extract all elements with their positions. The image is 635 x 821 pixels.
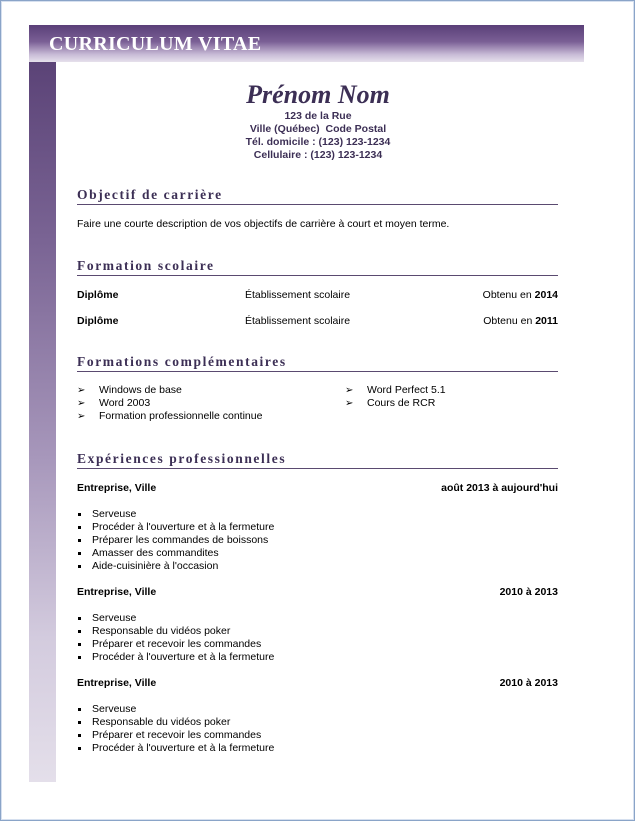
list-item: Procéder à l'ouverture et à la fermeture xyxy=(77,742,274,755)
list-item: ➢ Formation professionnelle continue xyxy=(77,410,263,422)
arrow-bullet-icon: ➢ xyxy=(345,385,354,396)
arrow-bullet-icon: ➢ xyxy=(77,385,86,396)
list-item: ➢ Cours de RCR xyxy=(345,397,436,409)
list-item: Procéder à l'ouverture et à la fermeture xyxy=(77,521,274,534)
job-company: Entreprise, Ville xyxy=(77,677,157,689)
objective-text: Faire une courte description de vos objectifs de carrière à court et moyen terme. xyxy=(77,218,450,230)
section-title-objective: Objectif de carrière xyxy=(77,186,558,205)
list-item: Serveuse xyxy=(77,612,274,625)
job-task-list xyxy=(77,612,274,664)
decorative-side-bar xyxy=(29,62,56,782)
obtained-info: Obtenu en 2011 xyxy=(483,315,558,327)
section-title-education: Formation scolaire xyxy=(77,257,558,276)
list-item: ➢ Word Perfect 5.1 xyxy=(345,384,446,396)
list-item: Préparer et recevoir les commandes xyxy=(77,729,274,742)
obtained-info: Obtenu en 2014 xyxy=(482,289,558,301)
document-title: CURRICULUM VITAE xyxy=(49,33,262,55)
education-row xyxy=(77,315,558,328)
job-header xyxy=(77,677,558,690)
school-name: Établissement scolaire xyxy=(245,315,351,327)
degree-label: Diplôme xyxy=(77,315,119,327)
list-item: ➢ Word 2003 xyxy=(77,397,151,409)
list-item: Amasser des commandites xyxy=(77,547,274,560)
job-task-list xyxy=(77,508,274,573)
section-title-experience: Expériences professionnelles xyxy=(77,450,558,469)
list-item: Serveuse xyxy=(77,703,274,716)
graduation-year: 2014 xyxy=(534,289,558,301)
training-list-right xyxy=(345,384,446,410)
job-period: 2010 à 2013 xyxy=(499,677,558,689)
person-name: Prénom Nom xyxy=(246,80,390,109)
list-item: Procéder à l'ouverture et à la fermeture xyxy=(77,651,274,664)
job-period: 2010 à 2013 xyxy=(499,586,558,598)
degree-label: Diplôme xyxy=(77,289,119,301)
arrow-bullet-icon: ➢ xyxy=(345,398,354,409)
school-name: Établissement scolaire xyxy=(245,289,351,301)
job-header xyxy=(77,586,558,599)
list-item: Responsable du vidéos poker xyxy=(77,625,274,638)
street-address: 123 de la Rue xyxy=(284,110,352,122)
list-item: Aide-cuisinière à l'occasion xyxy=(77,560,274,573)
job-task-list xyxy=(77,703,274,755)
home-phone: Tél. domicile : (123) 123-1234 xyxy=(245,136,391,148)
job-company: Entreprise, Ville xyxy=(77,586,157,598)
arrow-bullet-icon: ➢ xyxy=(77,411,86,422)
list-item: Responsable du vidéos poker xyxy=(77,716,274,729)
list-item: ➢ Windows de base xyxy=(77,384,182,396)
section-title-training: Formations complémentaires xyxy=(77,353,558,372)
contact-block xyxy=(200,80,436,162)
graduation-year: 2011 xyxy=(535,315,558,327)
city-address: Ville (Québec) Code Postal xyxy=(249,123,387,135)
list-item: Préparer et recevoir les commandes xyxy=(77,638,274,651)
arrow-bullet-icon: ➢ xyxy=(77,398,86,409)
education-row xyxy=(77,289,558,302)
job-header xyxy=(77,482,558,495)
cell-phone: Cellulaire : (123) 123-1234 xyxy=(253,149,383,161)
job-company: Entreprise, Ville xyxy=(77,482,157,494)
training-list-left xyxy=(77,384,262,423)
list-item: Préparer les commandes de boissons xyxy=(77,534,274,547)
list-item: Serveuse xyxy=(77,508,274,521)
job-period: août 2013 à aujourd'hui xyxy=(441,482,558,494)
